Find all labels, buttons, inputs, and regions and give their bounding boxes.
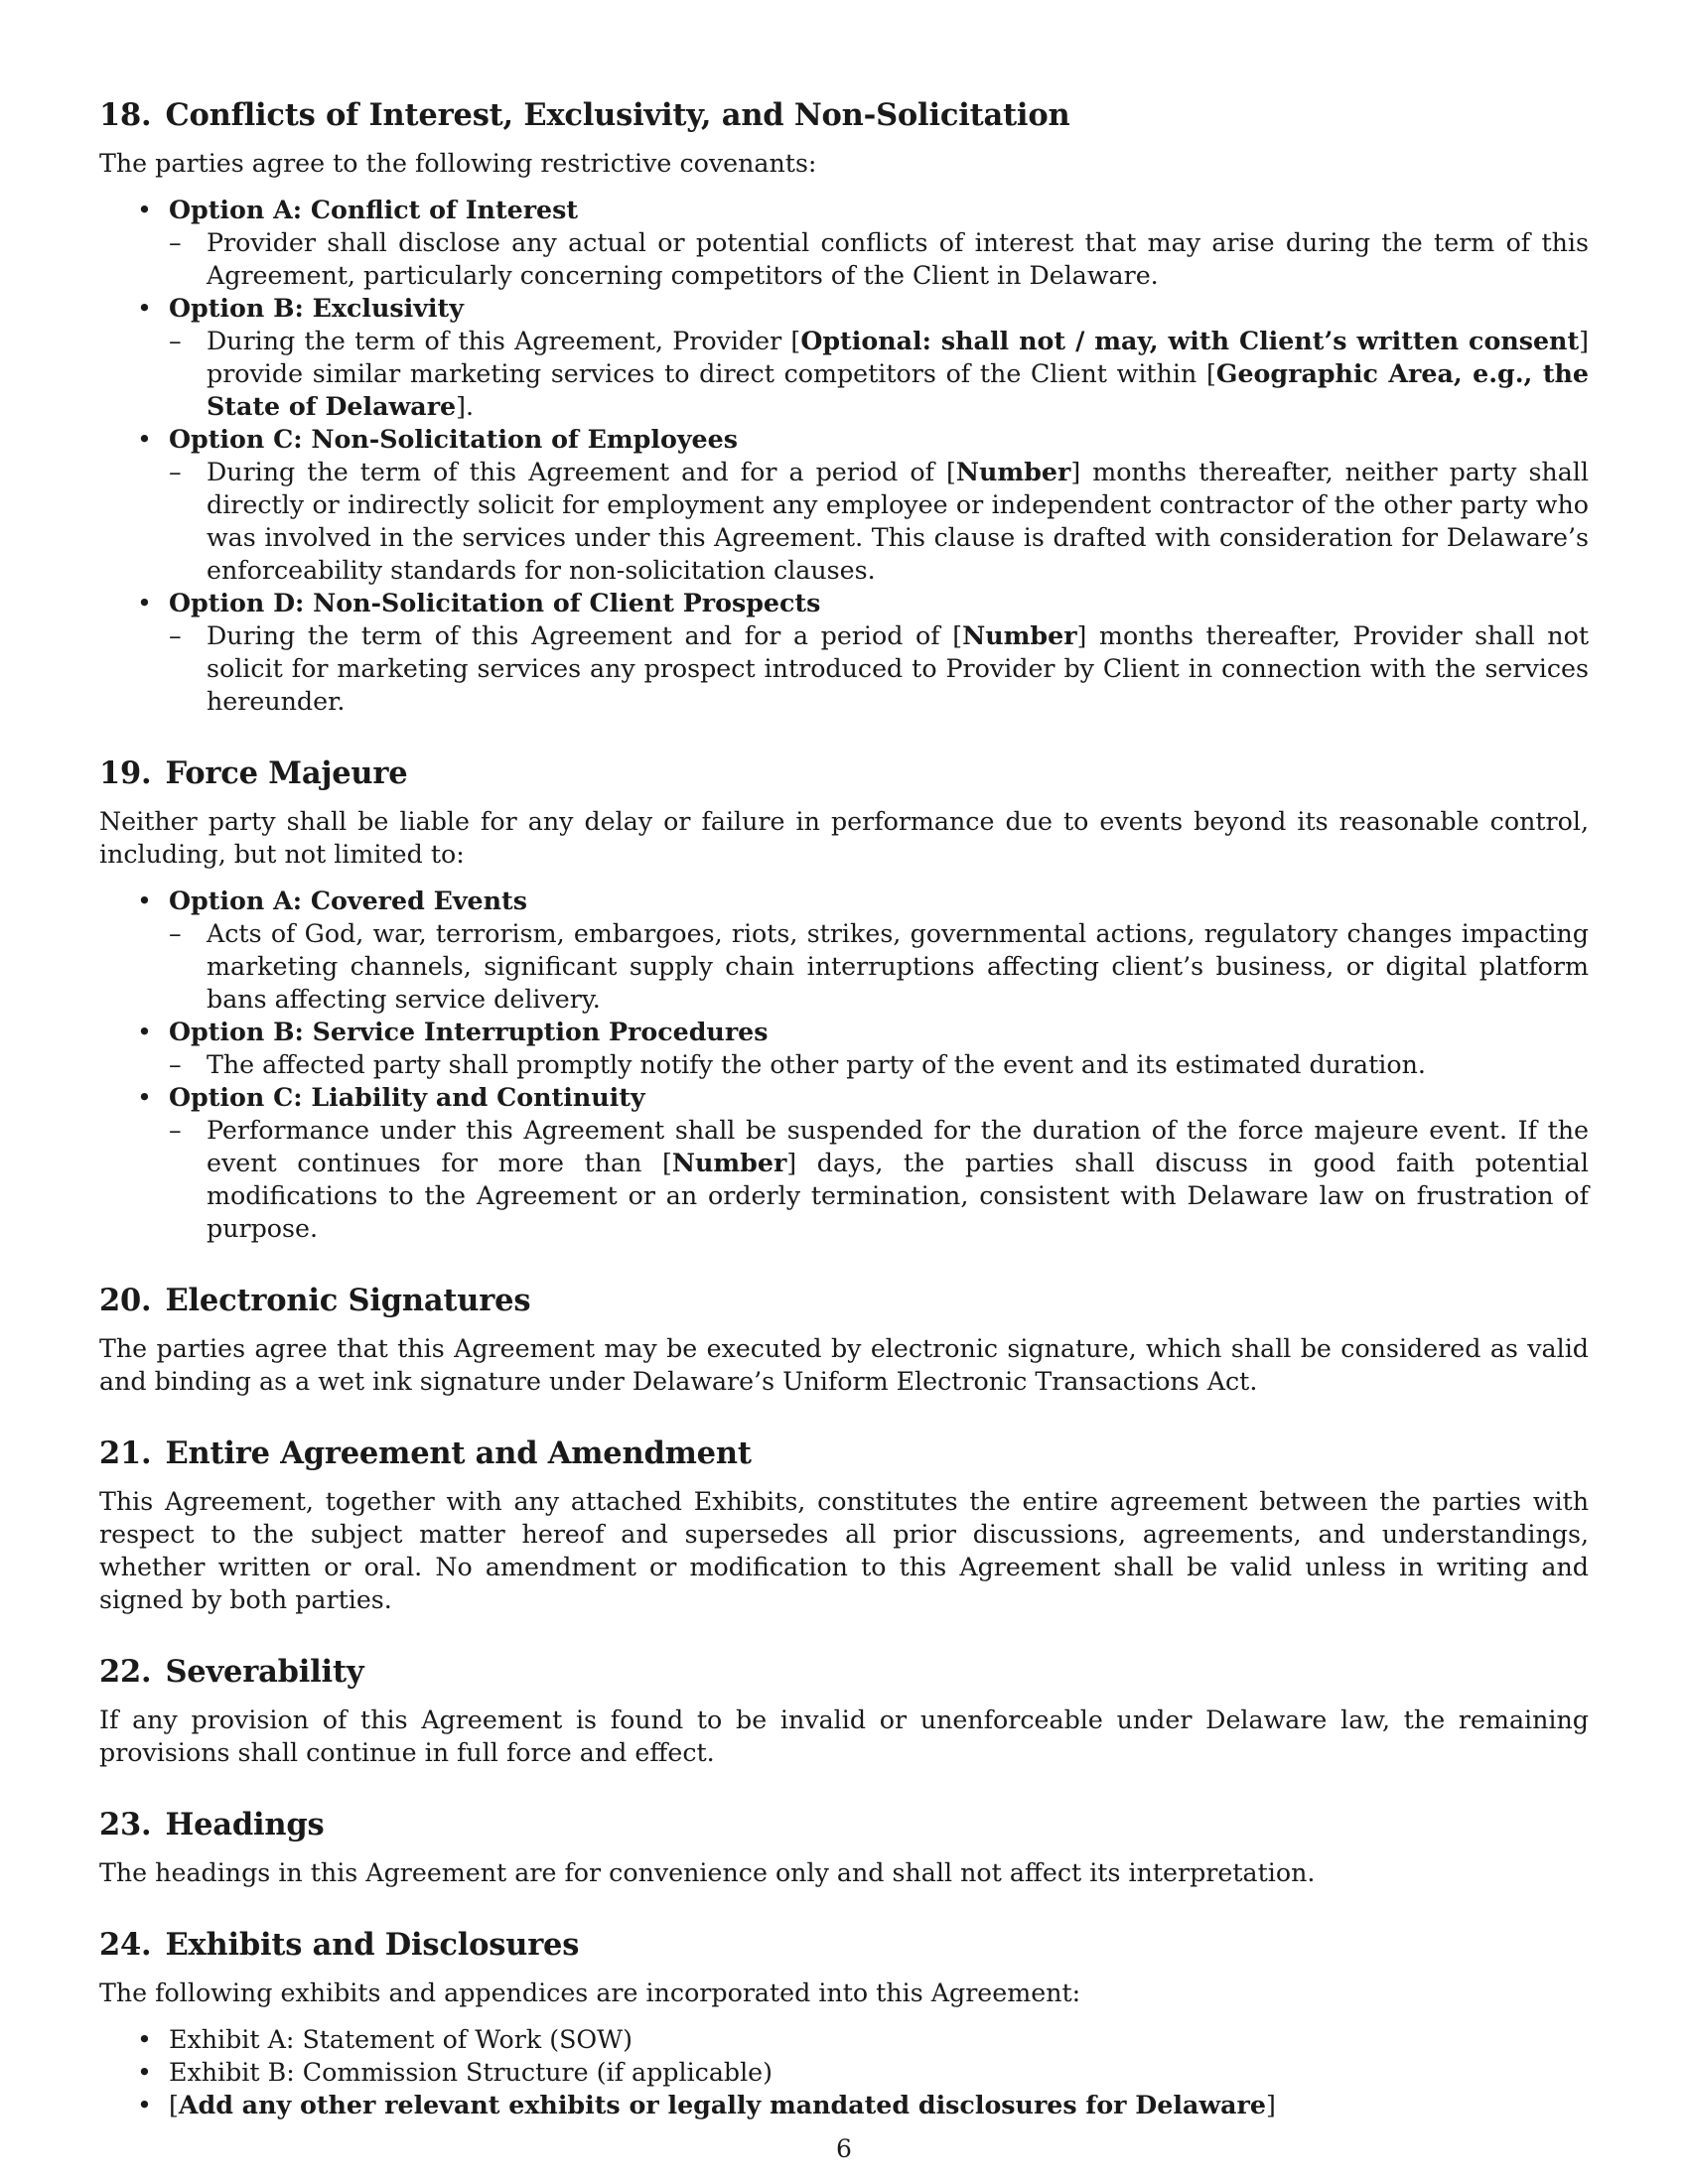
section-text: The parties agree that this Agreement may be executed by electronic signature, which shall be considered as valid and binding as a wet ink signature under Delaware’s Uniform Electronic Transactions Act. (99, 1334, 1589, 1396)
option-text: – Provider shall disclose any actual or potential conflicts of interest that may arise during the term of this Agreement, particularly concerning competitors of the Client in Delaware. (169, 228, 1589, 290)
section-23 (99, 1805, 1589, 1889)
placeholder-text: Geographic Area, e.g., the State of Delaware (207, 358, 1589, 421)
list-item (99, 885, 1589, 1016)
section-20 (99, 1281, 1589, 1398)
section-text: The headings in this Agreement are for convenience only and shall not affect its interpretation. (99, 1858, 1316, 1887)
dash-icon: – (169, 458, 182, 486)
option-title: Option C: Liability and Continuity (169, 1082, 645, 1112)
section-heading: 24. Exhibits and Disclosures (99, 1927, 580, 1963)
section-24 (99, 1925, 1589, 2121)
bullet-icon: • (137, 294, 152, 323)
bullet-icon: • (137, 196, 152, 224)
option-title: Option D: Non-Solicitation of Client Prospects (169, 588, 821, 617)
section-text: This Agreement, together with any attached Exhibits, constitutes the entire agreement between the parties with respect to the subject matter hereof and supersedes all prior discussions, agreements, and understandings, whether written or oral. No amendment or modification to this Agreement shall be valid unless in writing and signed by both parties. (99, 1487, 1589, 1614)
list-item: • Exhibit B: Commission Structure (if applicable) (137, 2058, 774, 2087)
section-heading: 18. Conflicts of Interest, Exclusivity, and Non-Solicitation (99, 97, 1070, 133)
placeholder-text: Number (955, 457, 1071, 486)
bullet-icon: • (137, 425, 152, 454)
list-item: • Exhibit A: Statement of Work (SOW) (137, 2025, 633, 2054)
option-title: Option A: Covered Events (169, 886, 527, 915)
list-item (99, 587, 1589, 718)
section-text: If any provision of this Agreement is found to be invalid or unenforceable under Delaware law, the remaining provisions shall continue in full force and effect. (99, 1706, 1589, 1767)
option-title: Option A: Conflict of Interest (169, 195, 579, 224)
option-text: – The affected party shall promptly notify the other party of the event and its estimated duration. (169, 1050, 1426, 1079)
dash-icon: – (169, 228, 182, 257)
option-text: – During the term of this Agreement and for a period of [Number] months thereafter, neither party shall directly or indirectly solicit for employment any employee or independent contractor of the other party who was involved in the services under this Agreement. This clause is drafted with consideration for Delaware’s enforceability standards for non-solicitation clauses. (169, 457, 1589, 585)
section-22 (99, 1652, 1589, 1769)
placeholder-text: Number (671, 1148, 787, 1177)
list-item (99, 423, 1589, 587)
list-item (99, 292, 1589, 423)
page-number: 6 (836, 2134, 852, 2163)
dash-icon: – (169, 919, 182, 948)
option-text: – Performance under this Agreement shall be suspended for the duration of the force majeure event. If the event continues for more than [Number] days, the parties shall discuss in good faith potential modifications to the Agreement or an orderly termination, consistent with Delaware law on frustration of purpose. (169, 1116, 1589, 1243)
section-intro: The following exhibits and appendices are incorporated into this Agreement: (99, 1979, 1081, 2007)
section-heading: 22. Severability (99, 1654, 364, 1690)
section-heading: 23. Headings (99, 1807, 325, 1843)
section-intro: Neither party shall be liable for any delay or failure in performance due to events beyond its reasonable control, including, but not limited to: (99, 807, 1589, 869)
option-text: – During the term of this Agreement, Provider [Optional: shall not / may, with Client’s written consent] provide similar marketing services to direct competitors of the Client within [Geographic Area, e.g., the State of Delaware]. (169, 326, 1589, 421)
placeholder-text: Number (962, 620, 1077, 650)
option-list (99, 885, 1589, 1245)
list-item: • [Add any other relevant exhibits or legally mandated disclosures for Delaware] (137, 2090, 1276, 2119)
list-item (99, 1016, 1589, 1081)
document-page (99, 95, 1589, 2157)
option-title: Option B: Service Interruption Procedures (169, 1017, 769, 1046)
exhibit-list (99, 2023, 1589, 2121)
option-title: Option C: Non-Solicitation of Employees (169, 424, 738, 454)
dash-icon: – (169, 1050, 182, 1079)
option-text: – During the term of this Agreement and for a period of [Number] months thereafter, Provider shall not solicit for marketing services any prospect introduced to Provider by Client in connection with the services hereunder. (169, 620, 1589, 716)
dash-icon: – (169, 1116, 182, 1145)
section-heading: 19. Force Majeure (99, 755, 408, 791)
section-18 (99, 95, 1589, 718)
bullet-icon: • (137, 2058, 152, 2087)
placeholder-text: Add any other relevant exhibits or legally mandated disclosures for Delaware (178, 2090, 1266, 2119)
bullet-icon: • (137, 887, 152, 915)
bullet-icon: • (137, 1083, 152, 1112)
list-item (99, 1081, 1589, 1245)
section-heading: 20. Electronic Signatures (99, 1283, 531, 1318)
bullet-icon: • (137, 1018, 152, 1046)
option-title: Option B: Exclusivity (169, 293, 464, 323)
list-item (99, 194, 1589, 292)
dash-icon: – (169, 621, 182, 650)
bullet-icon: • (137, 2091, 152, 2119)
placeholder-text: Optional: shall not / may, with Client’s written consent (800, 326, 1580, 355)
bullet-icon: • (137, 589, 152, 617)
option-text: – Acts of God, war, terrorism, embargoes, riots, strikes, governmental actions, regulatory changes impacting marketing channels, significant supply chain interruptions affecting client’s business, or digital platform bans affecting service delivery. (169, 919, 1589, 1014)
section-19 (99, 753, 1589, 1245)
dash-icon: – (169, 327, 182, 355)
section-intro: The parties agree to the following restrictive covenants: (99, 149, 817, 178)
bullet-icon: • (137, 2025, 152, 2054)
section-heading: 21. Entire Agreement and Amendment (99, 1435, 752, 1471)
option-list (99, 194, 1589, 718)
section-21 (99, 1433, 1589, 1616)
